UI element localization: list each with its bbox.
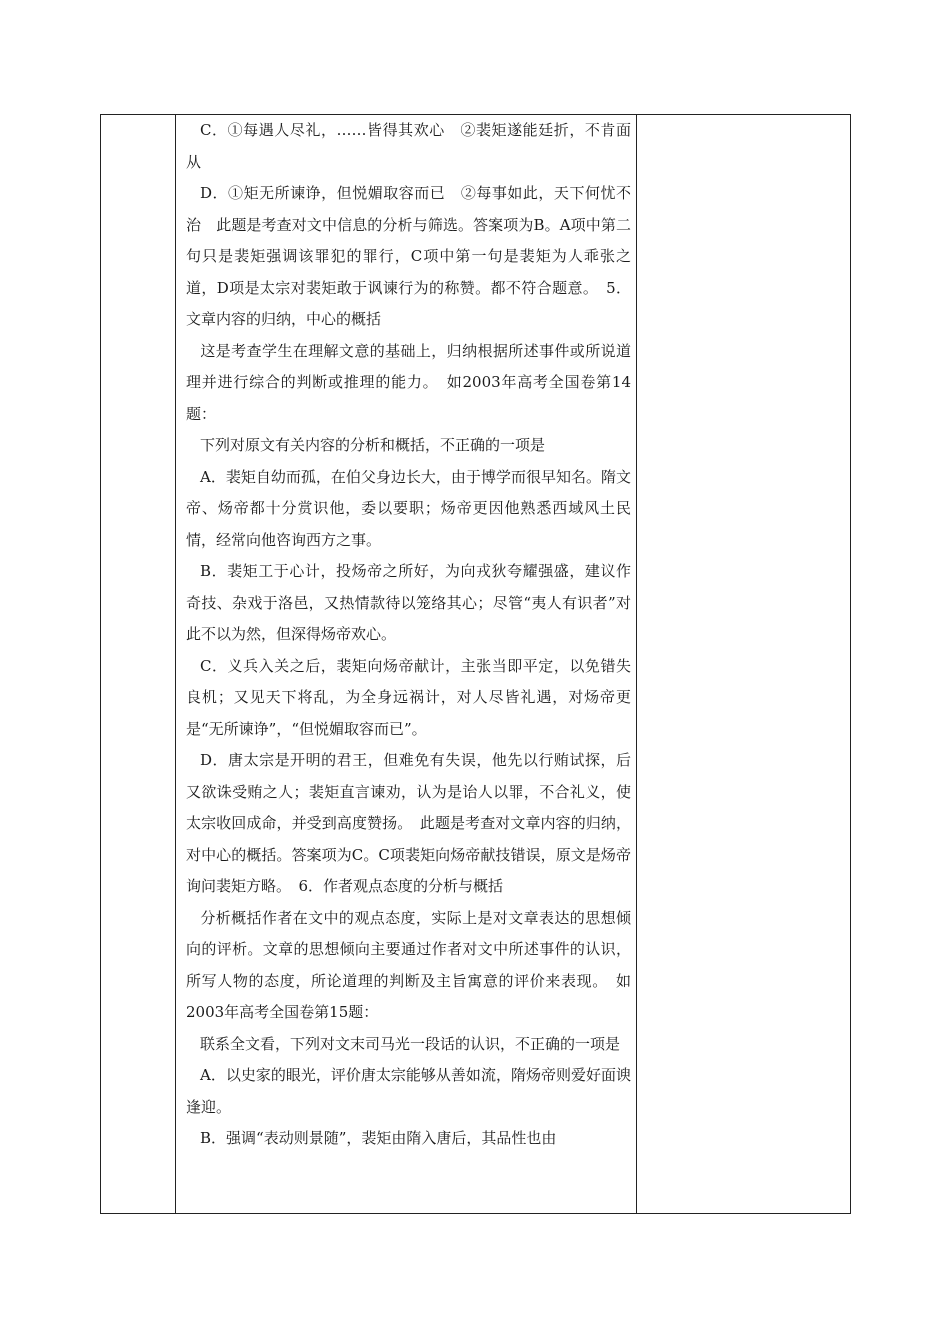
paragraph-question-14: [186, 430, 631, 462]
paragraph-attitude-analysis: [186, 903, 631, 1029]
paragraph-intro-summary: [186, 336, 631, 431]
paragraph-text: 分析概括作者在文中的观点态度，实际上是对文章表达的思想倾向的评析。文章的思想倾向主要通过作者对文中所述事件的认识，所写人物的态度，所论道理的判断及主旨寓意的评价来表现。 如2003年高考全国卷第15题：: [186, 908, 631, 1021]
paragraph-option-d-analysis: [186, 178, 631, 336]
paragraph-text: C．义兵入关之后，裴矩向炀帝献计，主张当即平定，以免错失良机；又见天下将乱，为全身远祸计，对人尽皆礼遇，对炀帝更是“无所谏诤”，“但悦媚取容而已”。: [186, 656, 631, 738]
left-column-cell: [101, 115, 175, 1213]
paragraph-option-c: [186, 115, 631, 178]
column-divider-left: [175, 115, 176, 1213]
paragraph-text: D．唐太宗是开明的君王，但难免有失误，他先以行贿试探，后又欲诛受贿之人；裴矩直言谏劝，认为是诒人以罪，不合礼义，使太宗收回成命，并受到高度赞扬。 此题是考查对文章内容的归纳，对中心的概括。答案项为C。C项裴矩向炀帝献技错误，原文是炀帝询问裴矩方略。 6．作者观点态度的分析与概括: [186, 751, 631, 895]
paragraph-q14-option-c: [186, 651, 631, 746]
paragraph-text: 联系全文看，下列对文末司马光一段话的认识，不正确的一项是: [200, 1034, 621, 1053]
paragraph-q15-option-a: [186, 1060, 631, 1123]
main-content-cell: [186, 115, 631, 1155]
right-column-cell: [637, 115, 850, 1213]
paragraph-text: 这是考查学生在理解文意的基础上，归纳根据所述事件或所说道理并进行综合的判断或推理的能力。 如2003年高考全国卷第14题：: [186, 341, 631, 423]
paragraph-text: C．①每遇人尽礼，……皆得其欢心 ②裴矩遂能廷折，不肯面从: [186, 121, 631, 171]
paragraph-text: A．以史家的眼光，评价唐太宗能够从善如流，隋炀帝则爱好面谀逢迎。: [186, 1066, 631, 1116]
paragraph-text: A．裴矩自幼而孤，在伯父身边长大，由于博学而很早知名。隋文帝、炀帝都十分赏识他，委以要职；炀帝更因他熟悉西域风土民情，经常向他咨询西方之事。: [186, 467, 631, 549]
paragraph-q14-option-a: [186, 462, 631, 557]
paragraph-text: D．①矩无所谏诤，但悦媚取容而已 ②每事如此，天下何忧不治 此题是考查对文中信息的分析与筛选。答案项为B。A项中第二句只是裴矩强调该罪犯的罪行，C项中第一句是裴矩为人乖张之道，D项是太宗对裴矩敢于讽谏行为的称赞。都不符合题意。 5．文章内容的归纳，中心的概括: [186, 184, 631, 328]
paragraph-q14-option-d: [186, 745, 631, 903]
paragraph-text: 下列对原文有关内容的分析和概括，不正确的一项是: [200, 436, 546, 454]
paragraph-q14-option-b: [186, 556, 631, 651]
document-table: [100, 114, 851, 1214]
paragraph-question-15: [186, 1029, 631, 1061]
paragraph-text: B．裴矩工于心计，投炀帝之所好，为向戎狄夸耀强盛，建议作奇技、杂戏于洛邑，又热情款待以笼络其心；尽管“夷人有识者”对此不以为然，但深得炀帝欢心。: [186, 562, 631, 643]
paragraph-text: B．强调“表动则景随”，裴矩由隋入唐后，其品性也由: [200, 1129, 557, 1147]
paragraph-q15-option-b: [186, 1123, 631, 1155]
